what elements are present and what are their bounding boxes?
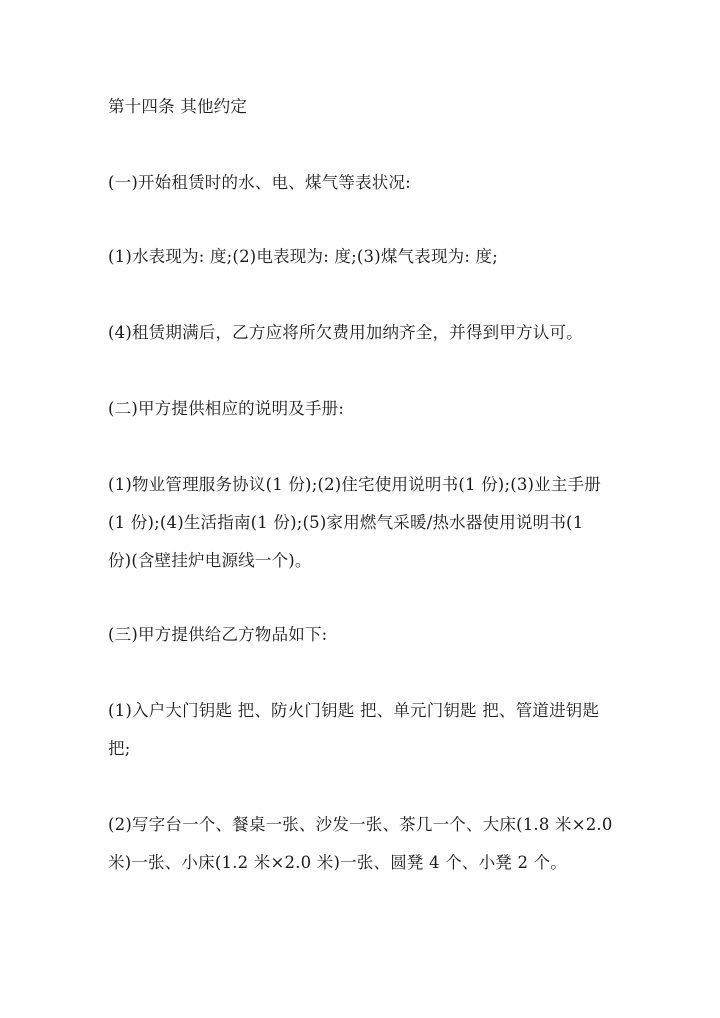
keys-list	[108, 692, 633, 768]
section-3-title: (三)甲方提供给乙方物品如下:	[108, 625, 328, 644]
section-2-title: (二)甲方提供相应的说明及手册:	[108, 399, 345, 418]
meter-readings: (1)水表现为: 度;(2)电表现为: 度;(3)煤气表现为: 度;	[108, 247, 499, 266]
furniture-line-1: (2)写字台一个、餐桌一张、沙发一张、茶几一个、大床(1.8 米×2.0	[108, 815, 613, 834]
keys-line-1: (1)入户大门钥匙 把、防火门钥匙 把、单元门钥匙 把、管道进钥匙	[108, 701, 600, 720]
section-1-title: (一)开始租赁时的水、电、煤气等表状况:	[108, 173, 411, 192]
manuals-line-3: 份)(含壁挂炉电源线一个)。	[108, 551, 312, 570]
manuals-line-2: (1 份);(4)生活指南(1 份);(5)家用燃气采暖/热水器使用说明书(1	[108, 513, 584, 532]
manuals-list	[108, 466, 633, 580]
settlement-clause: (4)租赁期满后，乙方应将所欠费用加纳齐全，并得到甲方认可。	[108, 323, 583, 342]
keys-line-2: 把;	[108, 739, 131, 758]
manuals-line-1: (1)物业管理服务协议(1 份);(2)住宅使用说明书(1 份);(3)业主手册	[108, 475, 601, 494]
furniture-list	[108, 806, 633, 882]
furniture-line-2: 米)一张、小床(1.2 米×2.0 米)一张、圆凳 4 个、小凳 2 个。	[108, 853, 567, 872]
article-heading: 第十四条 其他约定	[108, 97, 248, 116]
